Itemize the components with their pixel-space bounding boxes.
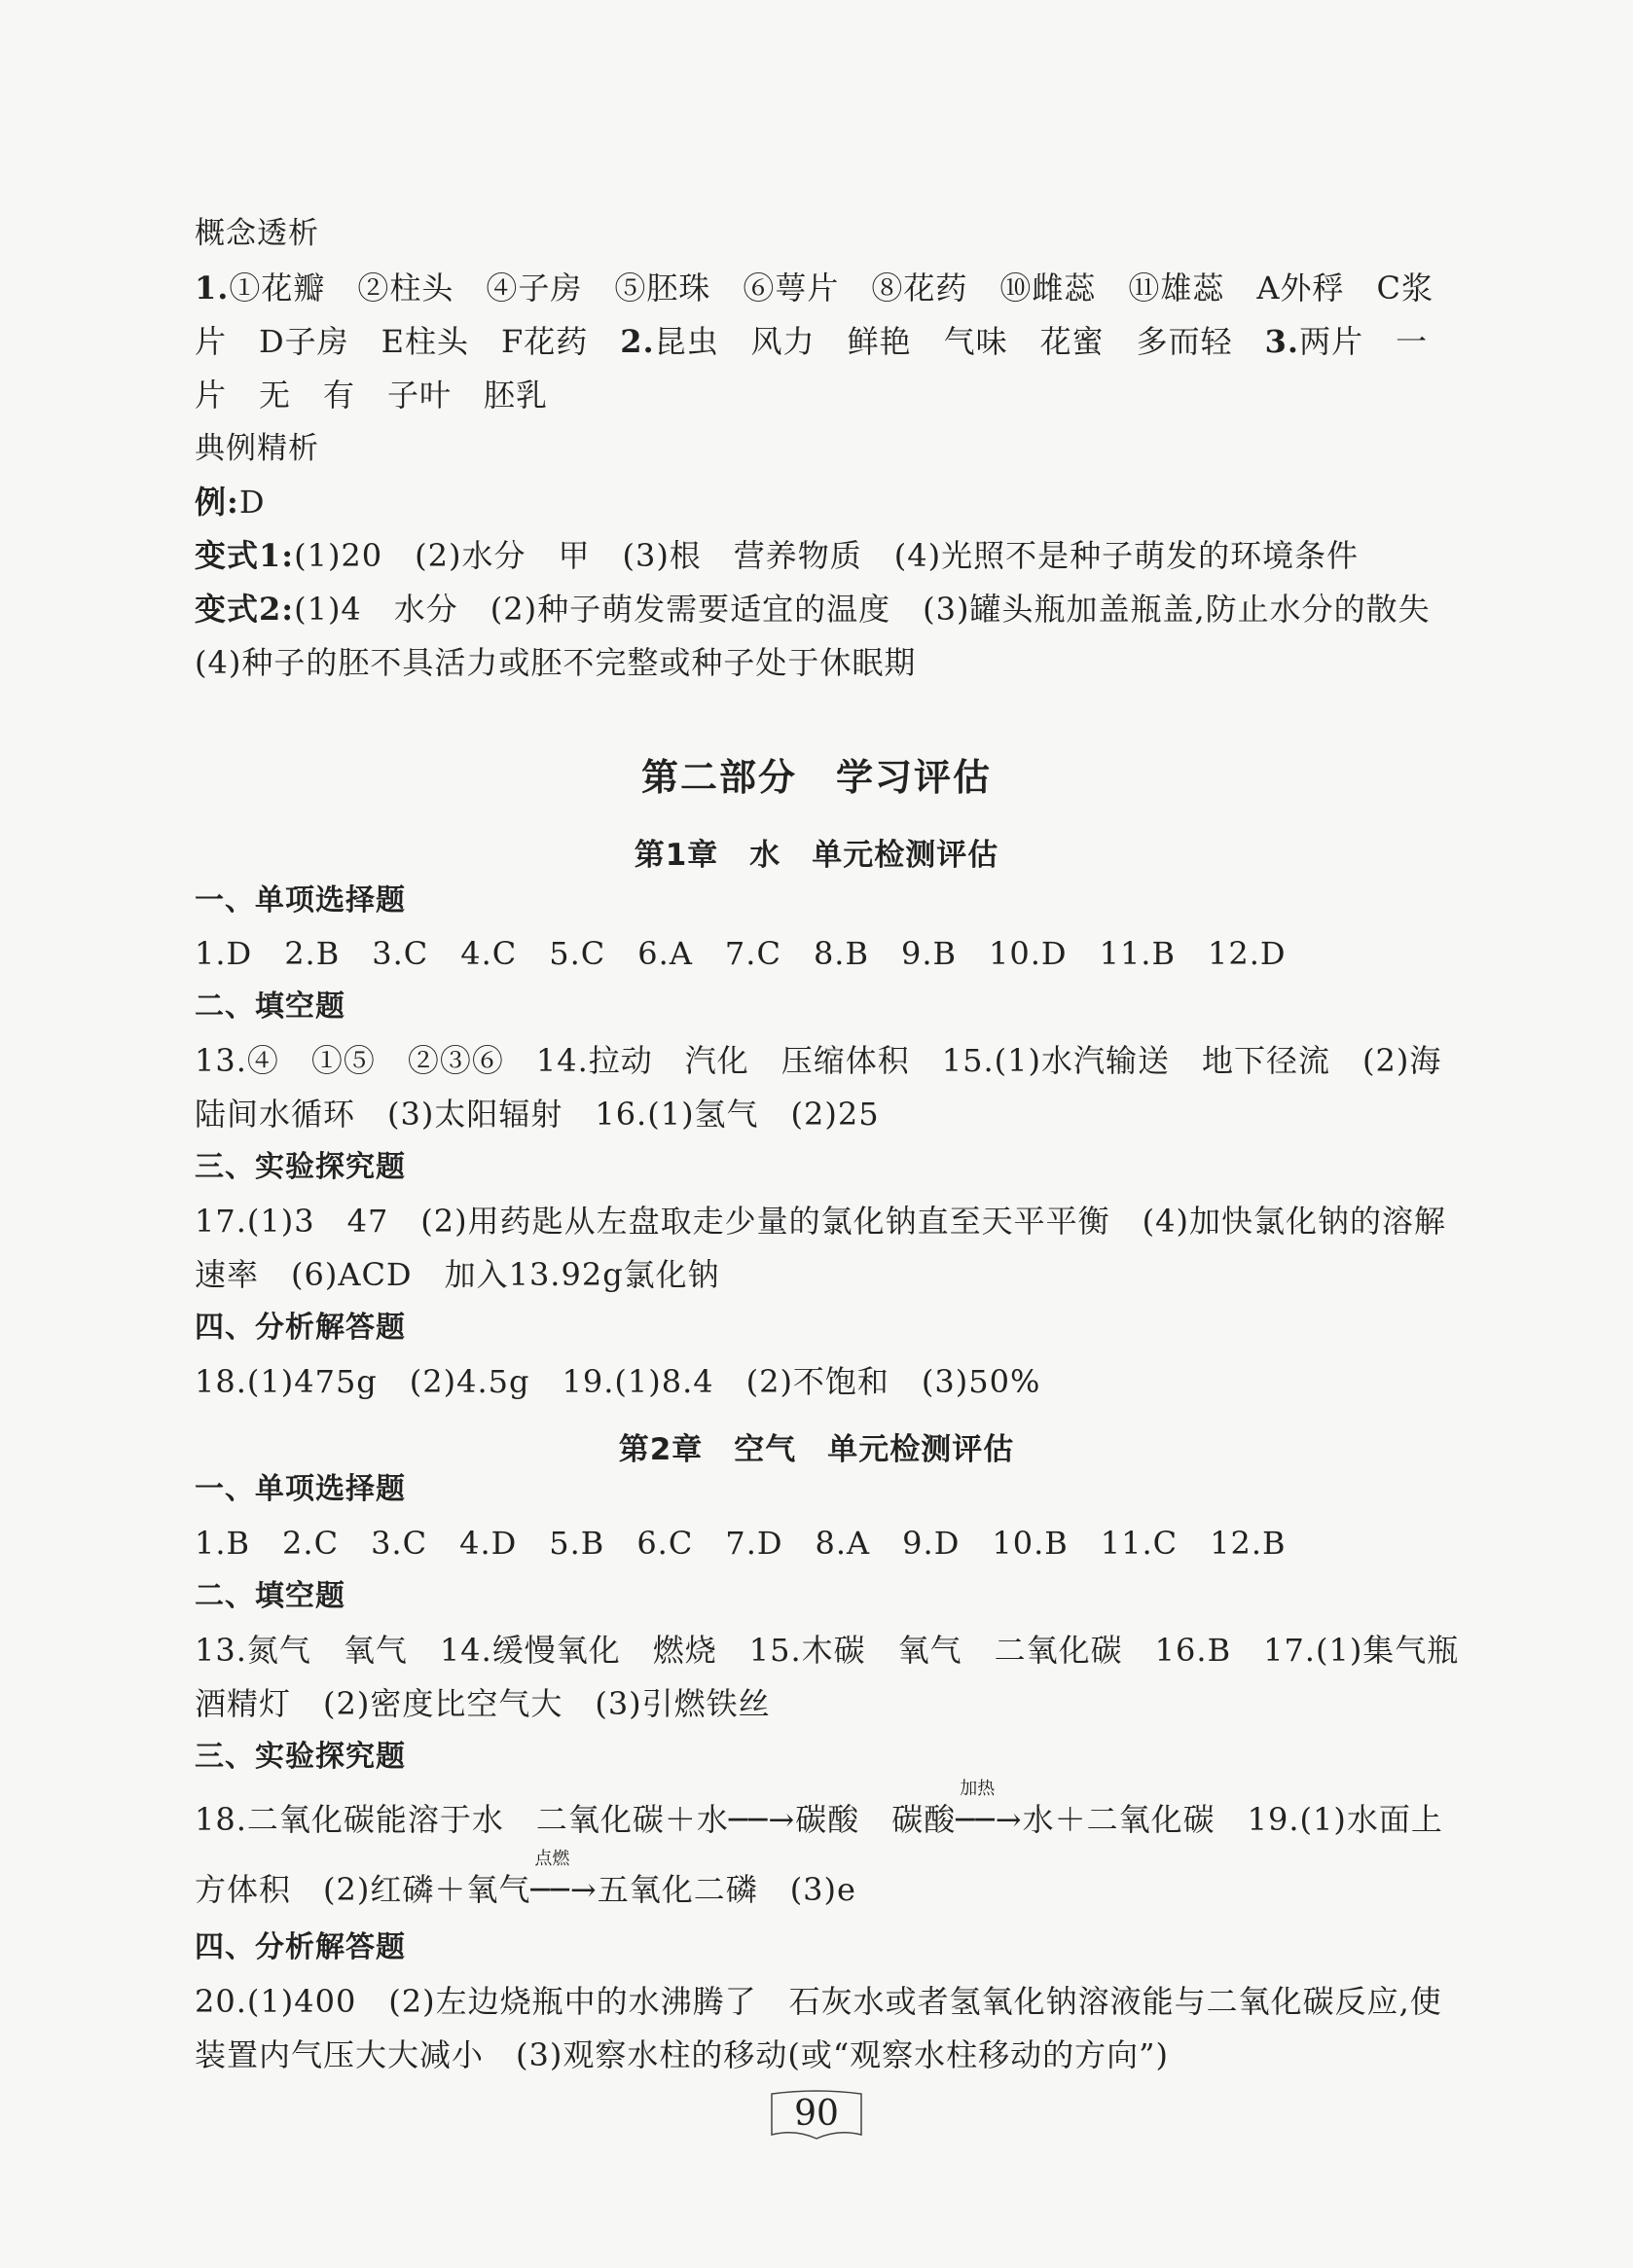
answer-text: 昆虫 风力 鲜艳 气味 花蜜 多而轻 xyxy=(654,323,1265,360)
part-title: 第二部分 学习评估 xyxy=(640,756,992,799)
ch2-section-analysis: 四、分析解答题 xyxy=(195,1930,406,1964)
ch1-fill-answers-line-1: 13.④ ①⑤ ②③⑥ 14.拉动 汽化 压缩体积 15.(1)水汽输送 地下径流 (2)海 xyxy=(195,1042,1442,1079)
variant-1-answer xyxy=(195,536,1359,575)
ch1-section-analysis: 四、分析解答题 xyxy=(195,1311,406,1345)
concept-answers-line-3: 片 无 有 子叶 胚乳 xyxy=(195,377,549,414)
ch1-analysis-answers: 18.(1)475g (2)4.5g 19.(1)8.4 (2)不饱和 (3)50% xyxy=(195,1363,1041,1400)
example-label: 例: xyxy=(195,484,239,521)
answer-text: 18.二氧化碳能溶于水 二氧化碳＋水──→碳酸 碳酸 xyxy=(195,1801,957,1838)
answer-text: ①花瓣 ②柱头 ④子房 ⑤胚珠 ⑥萼片 ⑧花药 ⑩雌蕊 ⑪雄蕊 A外稃 C浆 xyxy=(229,270,1434,306)
answer-text: 水＋二氧化碳 19.(1)水面上 xyxy=(1022,1801,1443,1838)
ch2-section-multiple-choice: 一、单项选择题 xyxy=(195,1472,406,1506)
variant-2-answer xyxy=(195,590,1431,629)
section-header-examples: 典例精析 xyxy=(195,431,319,466)
ch1-multiple-choice-answers: 1.D 2.B 3.C 4.C 5.C 6.A 7.C 8.B 9.B 10.D 11.B 12.D xyxy=(195,935,1287,972)
example-answer xyxy=(195,483,265,522)
ch2-section-experiment: 三、实验探究题 xyxy=(195,1740,406,1774)
reaction-arrow-ignite xyxy=(530,1849,598,1909)
ch1-fill-answers-line-2: 陆间水循环 (3)太阳辐射 16.(1)氢气 (2)25 xyxy=(195,1096,880,1133)
answer-text: (1)20 (2)水分 甲 (3)根 营养物质 (4)光照不是种子萌发的环境条件 xyxy=(294,537,1360,574)
book-ornament-icon xyxy=(768,2090,865,2142)
answer-text: (1)4 水分 (2)种子萌发需要适宜的温度 (3)罐头瓶加盖瓶盖,防止水分的散失 xyxy=(294,591,1431,628)
page-number-badge xyxy=(768,2090,865,2142)
section-header-concept: 概念透析 xyxy=(195,216,319,251)
question-number: 1. xyxy=(195,270,230,306)
ch1-experiment-answers-line-2: 速率 (6)ACD 加入13.92g氯化钠 xyxy=(195,1256,720,1293)
question-number: 2. xyxy=(620,323,655,360)
ch1-section-experiment: 三、实验探究题 xyxy=(195,1150,406,1184)
reaction-arrow-heat xyxy=(956,1779,1023,1839)
concept-answers-line-2 xyxy=(195,322,1428,361)
answer-text: 片 D子房 E柱头 F花药 xyxy=(195,323,621,360)
chapter-1-title: 第1章 水 单元检测评估 xyxy=(634,838,999,873)
reaction-condition-label: 加热 xyxy=(960,1779,996,1799)
ch2-experiment-answers-line-1 xyxy=(195,1779,1443,1839)
variant-label: 变式1: xyxy=(195,537,295,574)
ch2-multiple-choice-answers: 1.B 2.C 3.C 4.D 5.B 6.C 7.D 8.A 9.D 10.B 11.C 12.B xyxy=(195,1525,1287,1562)
chapter-2-title: 第2章 空气 单元检测评估 xyxy=(618,1432,1015,1467)
answer-text: D xyxy=(238,484,266,521)
ch2-fill-answers-line-1: 13.氮气 氧气 14.缓慢氧化 燃烧 15.木碳 氧气 二氧化碳 16.B 17.(1)集气瓶 xyxy=(195,1632,1460,1669)
answer-text: 方体积 (2)红磷＋氧气 xyxy=(195,1871,531,1908)
ch2-analysis-answers-line-1: 20.(1)400 (2)左边烧瓶中的水沸腾了 石灰水或者氢氧化钠溶液能与二氧化碳反应,使 xyxy=(195,1983,1442,2020)
ch2-experiment-answers-line-2 xyxy=(195,1849,856,1909)
ch1-section-multiple-choice: 一、单项选择题 xyxy=(195,883,406,918)
reaction-condition-label: 点燃 xyxy=(534,1849,570,1869)
ch2-analysis-answers-line-2: 装置内气压大大减小 (3)观察水柱的移动(或“观察水柱移动的方向”) xyxy=(195,2036,1170,2073)
variant-2-answer-cont: (4)种子的胚不具活力或胚不完整或种子处于休眠期 xyxy=(195,644,917,681)
ch2-section-fill-blank: 二、填空题 xyxy=(195,1579,345,1613)
question-number: 3. xyxy=(1264,323,1300,360)
arrow-symbol: ──→ xyxy=(956,1801,1023,1838)
page-number: 90 xyxy=(794,2094,839,2134)
concept-answers-line-1 xyxy=(195,269,1433,307)
answer-text: 两片 一 xyxy=(1299,323,1429,360)
variant-label: 变式2: xyxy=(195,591,295,628)
arrow-symbol: ──→ xyxy=(530,1871,598,1908)
answer-text: 五氧化二磷 (3)e xyxy=(597,1871,856,1908)
ch1-experiment-answers-line-1: 17.(1)3 47 (2)用药匙从左盘取走少量的氯化钠直至天平平衡 (4)加快氯化钠的溶解 xyxy=(195,1203,1446,1240)
ch1-section-fill-blank: 二、填空题 xyxy=(195,990,345,1024)
ch2-fill-answers-line-2: 酒精灯 (2)密度比空气大 (3)引燃铁丝 xyxy=(195,1685,771,1722)
